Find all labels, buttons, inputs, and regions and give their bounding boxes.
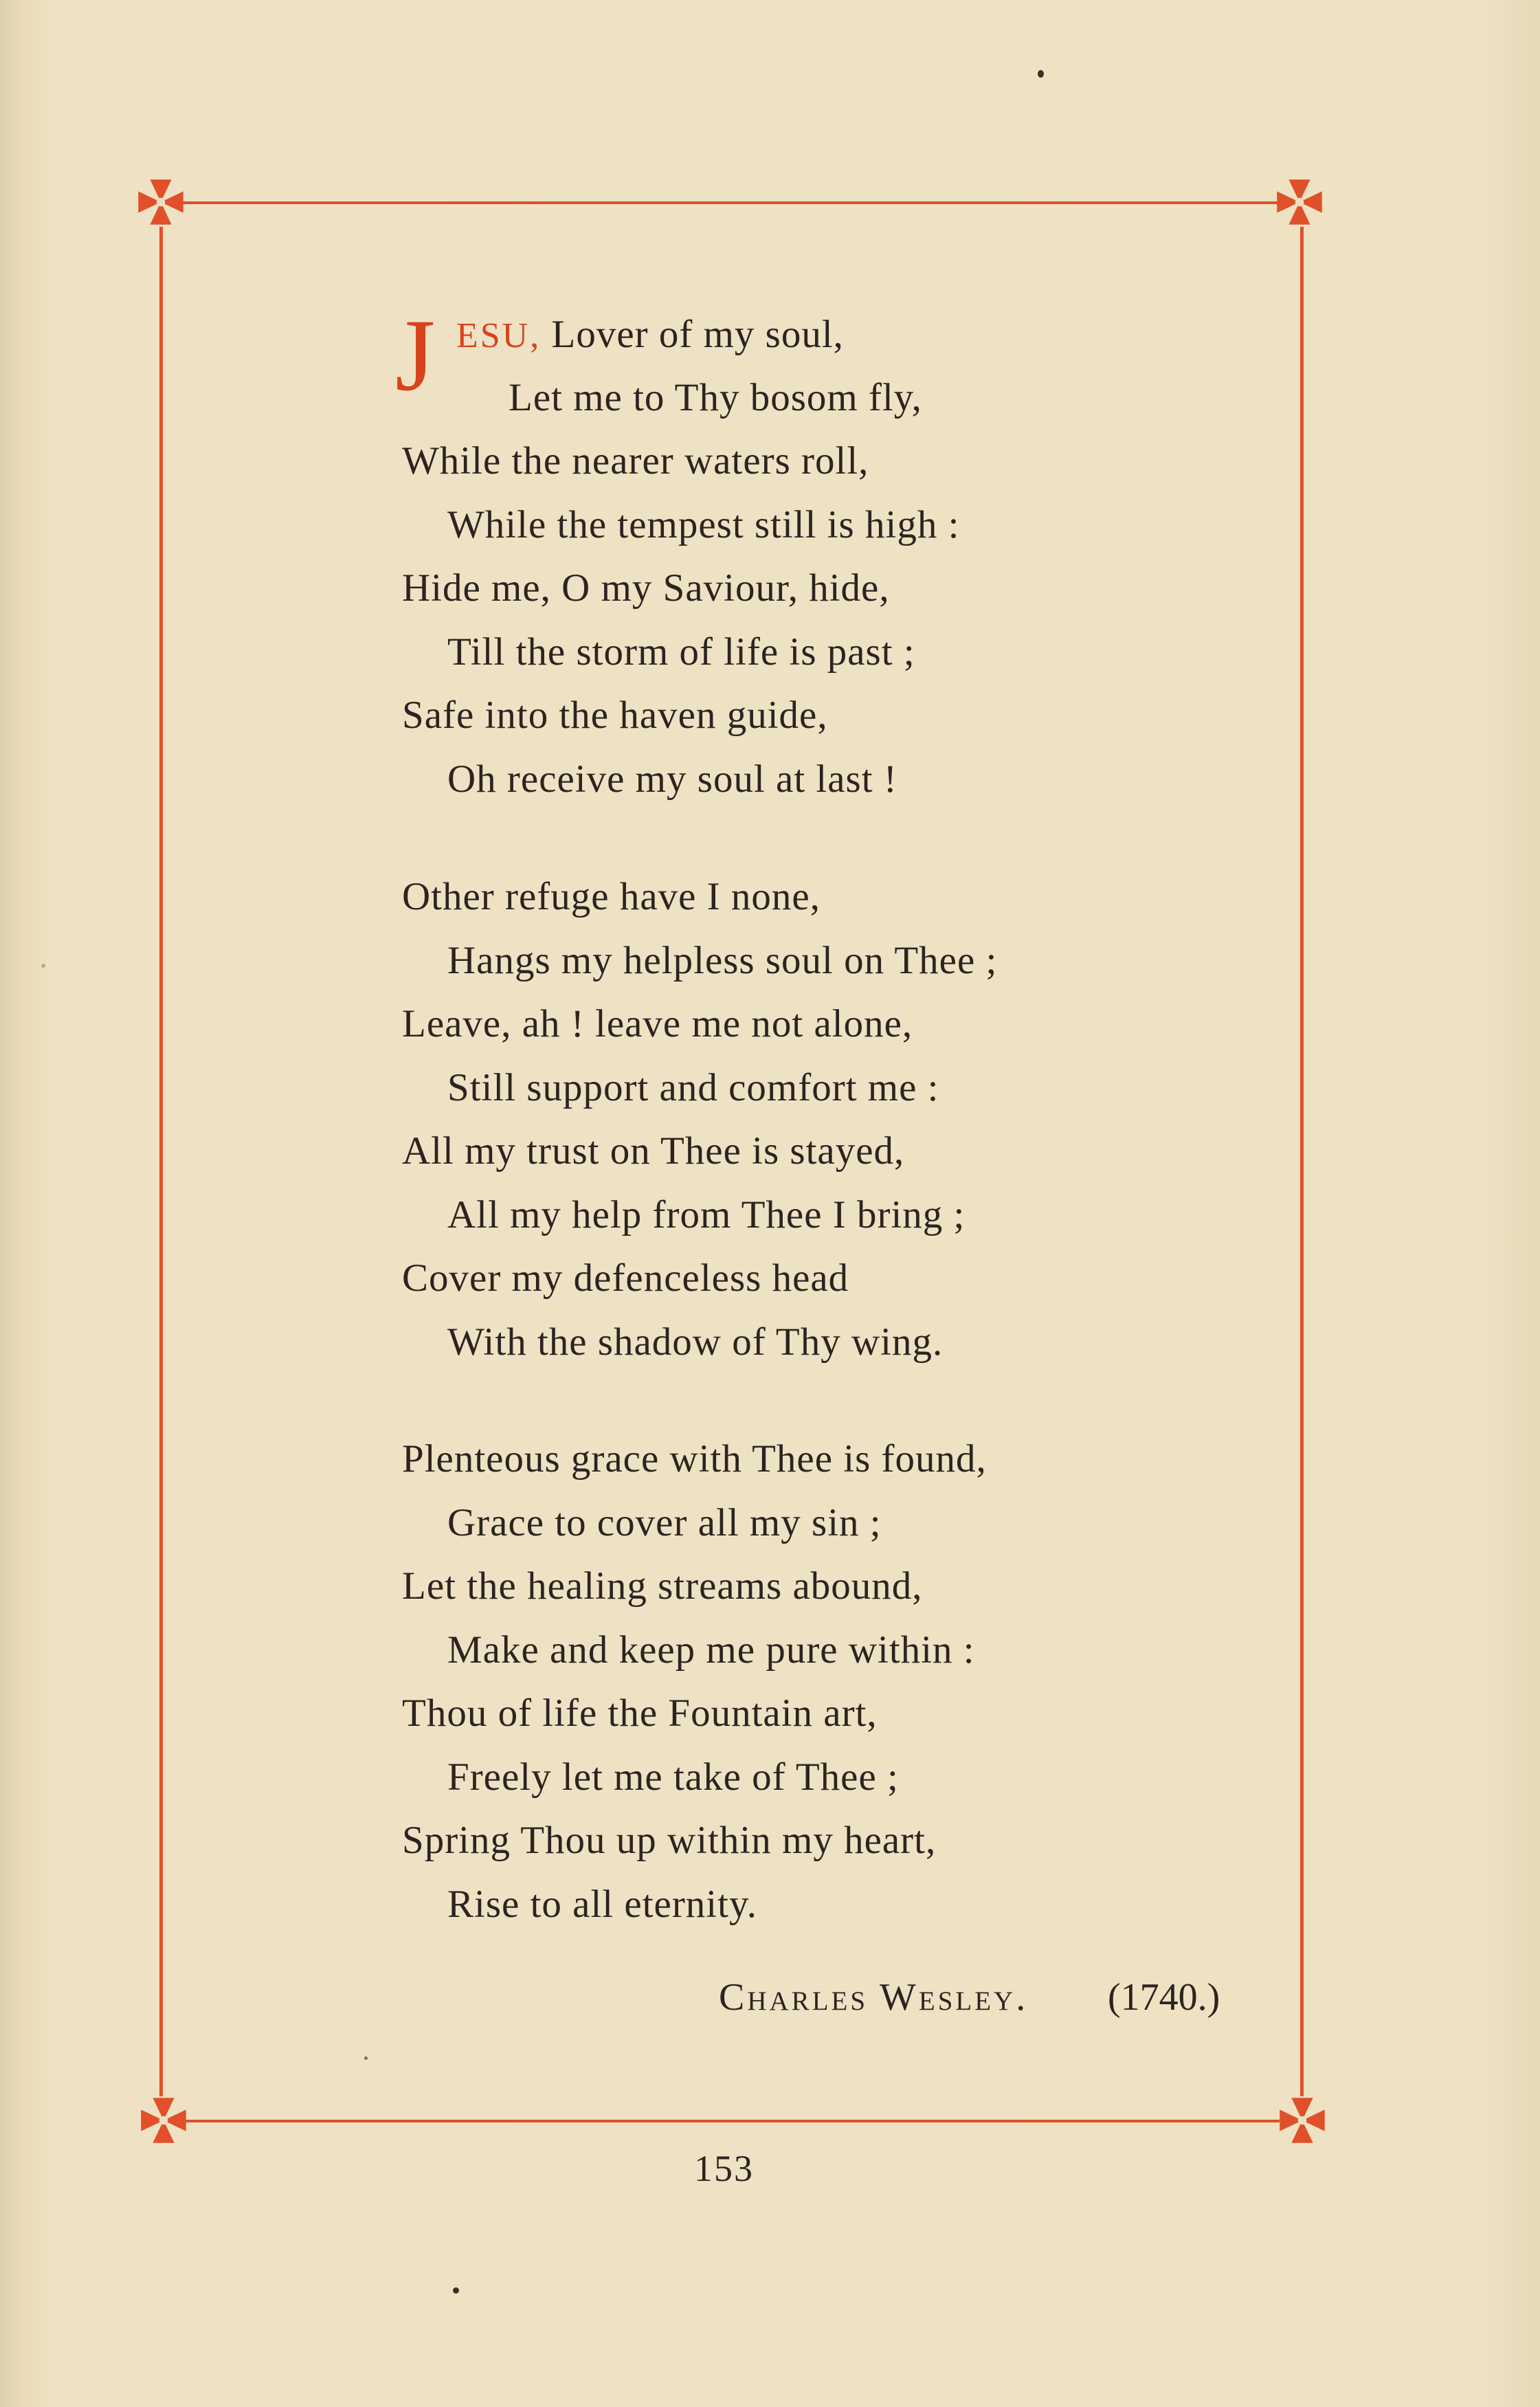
poem-line: Plenteous grace with Thee is found,: [402, 1437, 987, 1480]
poem-line: With the shadow of Thy wing.: [447, 1320, 944, 1364]
paper-speck: [364, 2056, 368, 2060]
paper-speck: [453, 2287, 459, 2294]
maltese-cross-icon: [137, 2094, 190, 2147]
poem-line: Still support and comfort me :: [447, 1066, 939, 1109]
first-word-caps: ESU,: [456, 316, 542, 355]
drop-cap-initial: J: [395, 298, 436, 412]
maltese-cross-icon: [1273, 175, 1326, 229]
first-line-rest: Lover of my soul,: [541, 313, 844, 356]
poem-line: Cover my defenceless head: [402, 1256, 849, 1300]
poem-line: While the tempest still is high :: [447, 503, 960, 546]
paper-speck: [41, 964, 45, 968]
poem-line: All my trust on Thee is stayed,: [402, 1129, 905, 1173]
poem-line: Make and keep me pure within :: [447, 1628, 975, 1672]
poem-line: Grace to cover all my sin ;: [447, 1501, 882, 1544]
right-border-rule: [1300, 227, 1304, 2096]
maltese-cross-icon: [134, 175, 188, 229]
maltese-cross-icon: [1275, 2094, 1329, 2147]
poem-line: Oh receive my soul at last !: [447, 757, 897, 801]
poem-line: Spring Thou up within my heart,: [402, 1819, 937, 1862]
poem-line: Hide me, O my Saviour, hide,: [402, 566, 890, 610]
paper-speck: [1038, 70, 1044, 78]
author-attribution: Charles Wesley.: [719, 1976, 1029, 2019]
poem-line: Freely let me take of Thee ;: [447, 1755, 899, 1799]
left-border-rule: [159, 227, 163, 2096]
poem-line: Thou of life the Fountain art,: [402, 1691, 878, 1735]
top-border-rule: [180, 201, 1280, 204]
poem-line: While the nearer waters roll,: [402, 439, 869, 482]
page-number: 153: [694, 2148, 754, 2189]
poem-line: Safe into the haven guide,: [402, 694, 828, 737]
poem-line: Let the healing streams abound,: [402, 1564, 923, 1608]
poem-line: Hangs my helpless soul on Thee ;: [447, 939, 998, 982]
poem-line: Leave, ah ! leave me not alone,: [402, 1002, 913, 1045]
poem-line: Let me to Thy bosom fly,: [509, 376, 922, 419]
first-line-text: [456, 311, 844, 360]
poem-line: Rise to all eternity.: [447, 1883, 758, 1926]
attribution-year: (1740.): [1108, 1976, 1220, 2019]
poem-line: All my help from Thee I bring ;: [447, 1193, 966, 1236]
poem-line: Other refuge have I none,: [402, 875, 821, 918]
bottom-border-rule: [180, 2120, 1280, 2122]
poem-line: Till the storm of life is past ;: [447, 630, 915, 674]
